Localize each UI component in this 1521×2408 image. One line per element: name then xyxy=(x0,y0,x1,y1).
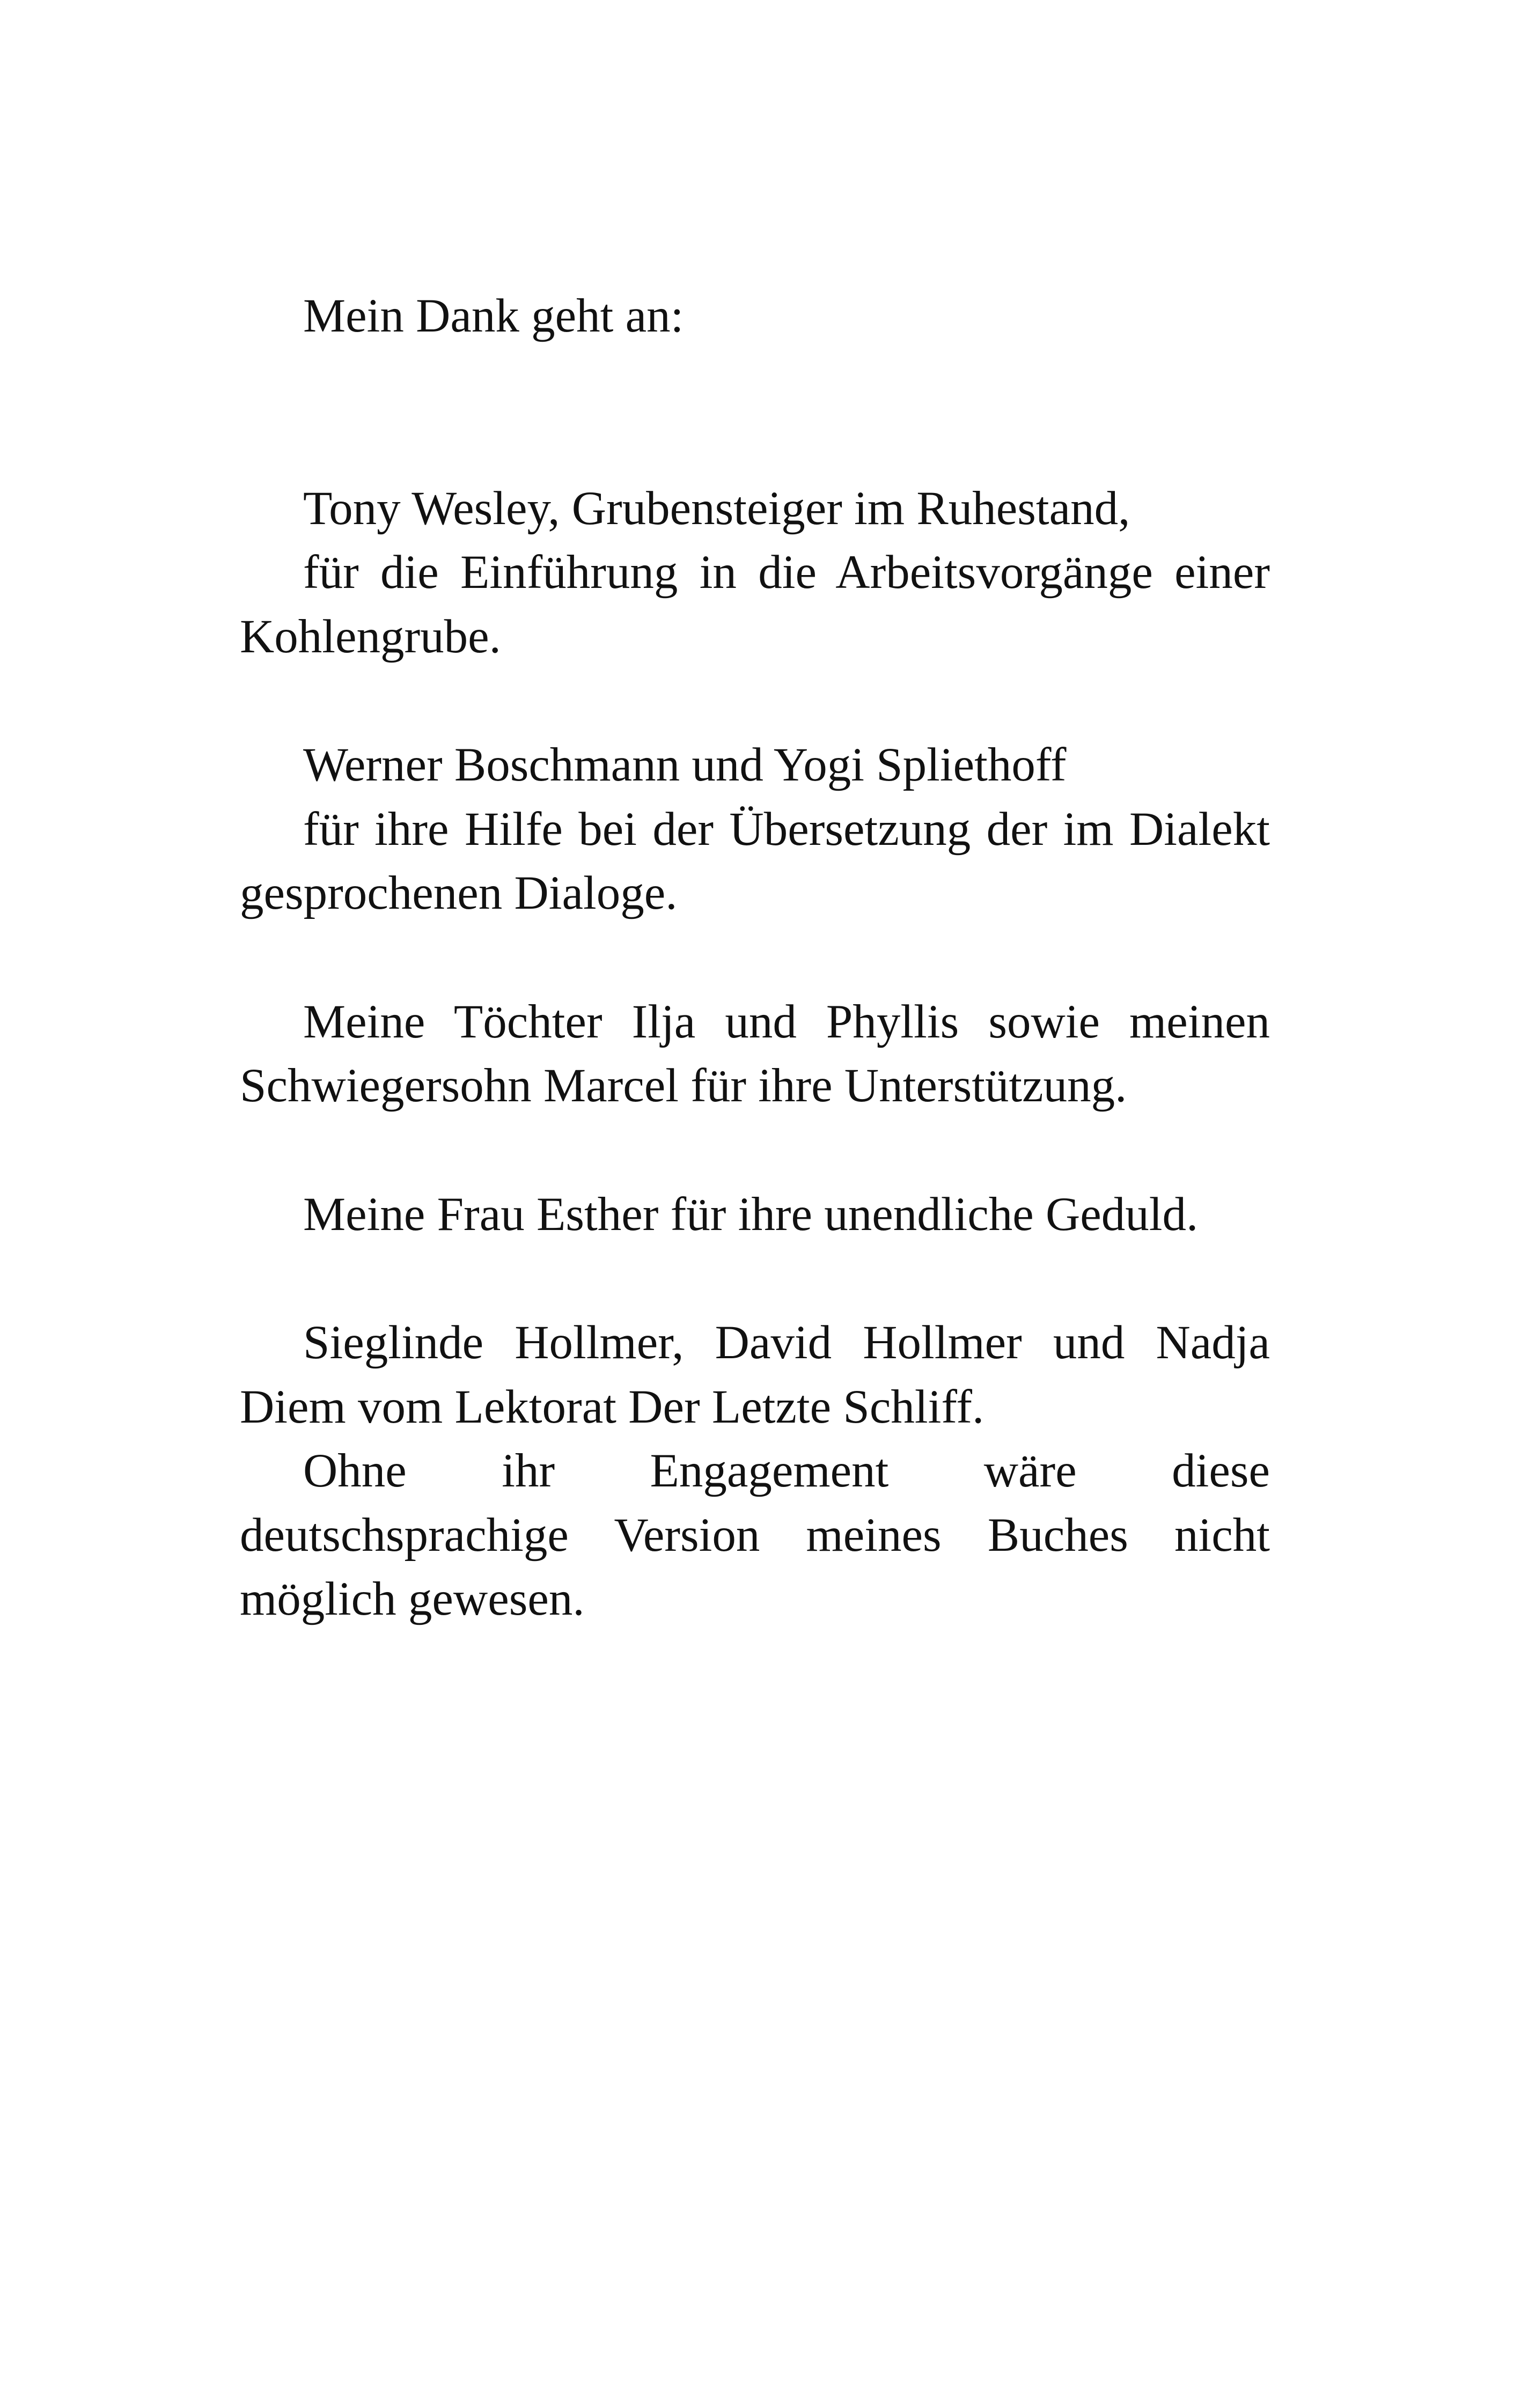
spacer xyxy=(240,926,1270,990)
intro-line: Mein Dank geht an: xyxy=(303,290,684,342)
werner-yogi-thanks: für ihre Hilfe bei der Übersetzung der im Dialekt gesprochenen Dialoge. xyxy=(240,802,1270,919)
spacer xyxy=(240,1247,1270,1311)
wife-thanks: Meine Frau Esther für ihre unendliche Geduld. xyxy=(303,1188,1199,1241)
spacer xyxy=(240,1118,1270,1183)
tony-wesley-thanks: für die Einführung in die Arbeitsvorgänge einer Kohlengrube. xyxy=(240,546,1270,663)
lektorat-thanks: Ohne ihr Engagement wäre diese deutschsprachige Version meines Buches nicht möglich gewesen. xyxy=(240,1445,1270,1625)
daughters-thanks: Meine Töchter Ilja und Phyllis sowie meinen Schwiegersohn Marcel für ihre Unterstützung. xyxy=(240,995,1270,1112)
spacer xyxy=(240,669,1270,733)
werner-yogi-line: Werner Boschmann und Yogi Spliethoff xyxy=(303,739,1067,791)
lektorat-line: Sieglinde Hollmer, David Hollmer und Nadja Diem vom Lektorat Der Letzte Schliff. xyxy=(240,1316,1270,1433)
tony-wesley-line: Tony Wesley, Grubensteiger im Ruhestand, xyxy=(303,482,1130,535)
acknowledgements-text xyxy=(240,284,1270,1632)
spacer xyxy=(240,349,1270,477)
